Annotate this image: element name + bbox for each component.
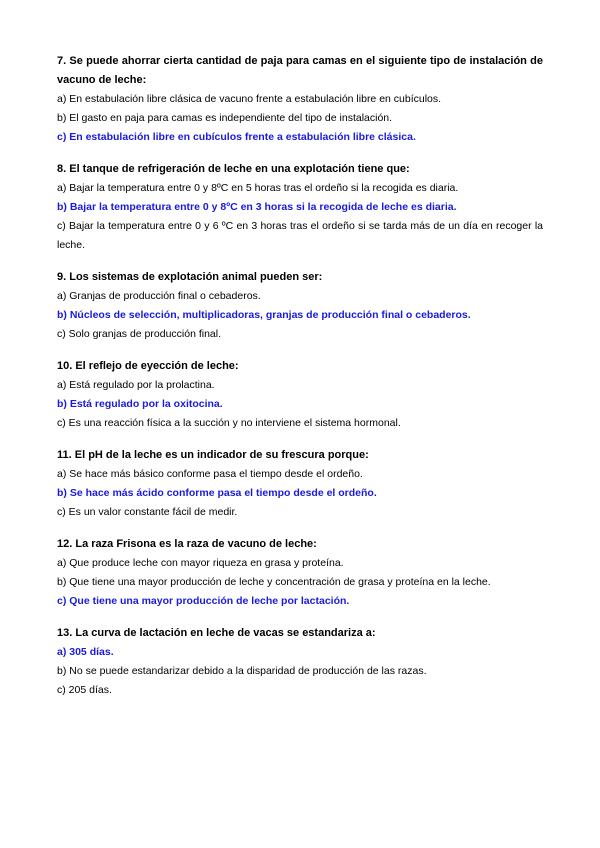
question-7 — [57, 52, 543, 147]
question-title: 8. El tanque de refrigeración de leche en una explotación tiene que: — [57, 163, 410, 175]
option-a: a) En estabulación libre clásica de vacuno frente a estabulación libre en cubículos. — [57, 93, 442, 105]
option-a: a) Que produce leche con mayor riqueza en grasa y proteína. — [57, 557, 344, 569]
question-title: 12. La raza Frisona es la raza de vacuno de leche: — [57, 538, 317, 550]
option-b-correct: b) Núcleos de selección, multiplicadoras, granjas de producción final o cebaderos. — [57, 309, 471, 321]
question-title: 9. Los sistemas de explotación animal pueden ser: — [57, 271, 323, 283]
option-b: b) El gasto en paja para camas es independiente del tipo de instalación. — [57, 112, 393, 124]
option-b: b) Que tiene una mayor producción de leche y concentración de grasa y proteína en la leche. — [57, 576, 491, 588]
option-b-correct: b) Bajar la temperatura entre 0 y 8ºC en 3 horas si la recogida de leche es diaria. — [57, 201, 457, 213]
option-c: c) Es un valor constante fácil de medir. — [57, 506, 238, 518]
option-c: c) 205 días. — [57, 684, 112, 696]
question-13 — [57, 624, 543, 700]
option-a: a) Bajar la temperatura entre 0 y 8ºC en 5 horas tras el ordeño si la recogida es diaria. — [57, 182, 459, 194]
option-b: b) No se puede estandarizar debido a la disparidad de producción de las razas. — [57, 665, 427, 677]
question-title: 10. El reflejo de eyección de leche: — [57, 360, 239, 372]
option-c-correct: c) En estabulación libre en cubículos frente a estabulación libre clásica. — [57, 131, 416, 143]
document-page — [57, 52, 543, 713]
question-12 — [57, 535, 543, 611]
option-c: c) Bajar la temperatura entre 0 y 6 ºC en 3 horas tras el ordeño si se tarda más de un día en recoger la leche. — [57, 220, 543, 251]
question-9 — [57, 268, 543, 344]
option-a: a) Está regulado por la prolactina. — [57, 379, 215, 391]
question-title: 11. El pH de la leche es un indicador de su frescura porque: — [57, 449, 369, 461]
option-b-correct: b) Se hace más ácido conforme pasa el tiempo desde el ordeño. — [57, 487, 377, 499]
option-c: c) Es una reacción física a la succión y no interviene el sistema hormonal. — [57, 417, 401, 429]
question-title: 7. Se puede ahorrar cierta cantidad de paja para camas en el siguiente tipo de instalación de vacuno de leche: — [57, 55, 543, 86]
question-8 — [57, 160, 543, 255]
option-c-correct: c) Que tiene una mayor producción de leche por lactación. — [57, 595, 350, 607]
option-a-correct: a) 305 días. — [57, 646, 114, 658]
option-a: a) Se hace más básico conforme pasa el tiempo desde el ordeño. — [57, 468, 363, 480]
question-title: 13. La curva de lactación en leche de vacas se estandariza a: — [57, 627, 376, 639]
option-c: c) Solo granjas de producción final. — [57, 328, 222, 340]
question-10 — [57, 357, 543, 433]
question-11 — [57, 446, 543, 522]
option-b-correct: b) Está regulado por la oxitocina. — [57, 398, 223, 410]
option-a: a) Granjas de producción final o cebaderos. — [57, 290, 261, 302]
